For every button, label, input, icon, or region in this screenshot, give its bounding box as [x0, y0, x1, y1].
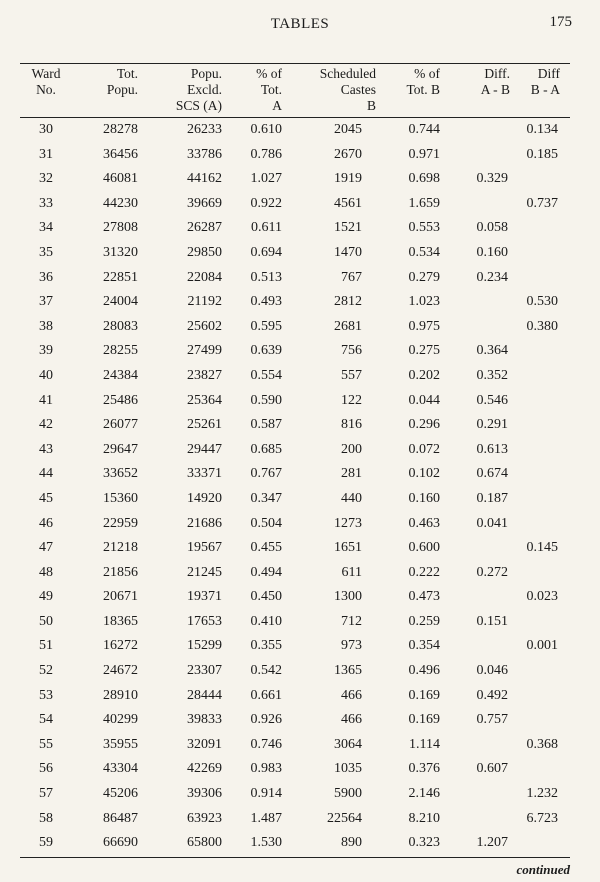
cell-percent-of-total-b: 0.169 [408, 687, 440, 703]
cell-scheduled-castes: 1300 [334, 589, 362, 605]
cell-percent-of-total-a: 0.590 [250, 392, 282, 408]
cell-diff-b-minus-a: 0.368 [526, 736, 558, 752]
cell-percent-of-total-a: 1.530 [250, 835, 282, 851]
col-header-total-population [72, 66, 138, 98]
cell-scheduled-castes: 816 [341, 417, 362, 433]
cell-diff-a-minus-b: 0.329 [476, 171, 508, 187]
cell-total-population: 33652 [103, 466, 138, 482]
cell-population-excluding-scs: 39306 [187, 786, 222, 802]
cell-total-population: 28910 [103, 687, 138, 703]
col-header-line: Popu. [190, 66, 222, 81]
cell-scheduled-castes: 2812 [334, 294, 362, 310]
cell-ward-no: 31 [39, 146, 53, 162]
table-row [0, 192, 600, 217]
table-row [0, 684, 600, 709]
col-header-line: No. [36, 82, 56, 97]
col-header-line: Tot. [116, 66, 138, 81]
cell-diff-b-minus-a: 0.737 [526, 195, 558, 211]
cell-ward-no: 43 [39, 441, 53, 457]
cell-total-population: 24004 [103, 294, 138, 310]
cell-total-population: 18365 [103, 613, 138, 629]
cell-percent-of-total-b: 0.102 [408, 466, 440, 482]
cell-total-population: 21218 [103, 540, 138, 556]
table-row [0, 413, 600, 438]
cell-population-excluding-scs: 22084 [187, 269, 222, 285]
cell-scheduled-castes: 22564 [327, 810, 362, 826]
col-header-line: Excld. [187, 82, 222, 97]
col-header-line: Diff [537, 66, 560, 81]
cell-diff-b-minus-a: 6.723 [526, 810, 558, 826]
cell-percent-of-total-a: 0.926 [250, 712, 282, 728]
col-header-scheduled-castes [296, 66, 376, 114]
cell-percent-of-total-b: 0.259 [408, 613, 440, 629]
cell-diff-a-minus-b: 0.160 [476, 244, 508, 260]
cell-total-population: 22851 [103, 269, 138, 285]
cell-percent-of-total-a: 0.595 [250, 318, 282, 334]
cell-scheduled-castes: 712 [341, 613, 362, 629]
cell-ward-no: 51 [39, 638, 53, 654]
cell-population-excluding-scs: 14920 [187, 490, 222, 506]
cell-percent-of-total-b: 0.975 [408, 318, 440, 334]
cell-diff-b-minus-a: 0.530 [526, 294, 558, 310]
cell-percent-of-total-a: 1.487 [250, 810, 282, 826]
cell-diff-a-minus-b: 0.757 [476, 712, 508, 728]
cell-percent-of-total-b: 0.463 [408, 515, 440, 531]
cell-ward-no: 46 [39, 515, 53, 531]
table-row [0, 487, 600, 512]
cell-percent-of-total-b: 0.072 [408, 441, 440, 457]
cell-percent-of-total-b: 0.222 [408, 564, 440, 580]
cell-population-excluding-scs: 33786 [187, 146, 222, 162]
cell-total-population: 29647 [103, 441, 138, 457]
table-row [0, 266, 600, 291]
col-header-percent-of-total-a [226, 66, 282, 114]
table-top-rule [20, 63, 570, 64]
cell-percent-of-total-b: 0.044 [408, 392, 440, 408]
cell-percent-of-total-a: 0.410 [250, 613, 282, 629]
cell-ward-no: 39 [39, 343, 53, 359]
cell-scheduled-castes: 2670 [334, 146, 362, 162]
cell-total-population: 20671 [103, 589, 138, 605]
cell-scheduled-castes: 1919 [334, 171, 362, 187]
col-header-population-excluding-scs [140, 66, 222, 114]
cell-percent-of-total-b: 0.169 [408, 712, 440, 728]
cell-diff-a-minus-b: 0.151 [476, 613, 508, 629]
cell-percent-of-total-a: 0.661 [250, 687, 282, 703]
cell-population-excluding-scs: 25364 [187, 392, 222, 408]
cell-ward-no: 38 [39, 318, 53, 334]
cell-percent-of-total-b: 8.210 [408, 810, 440, 826]
cell-scheduled-castes: 5900 [334, 786, 362, 802]
cell-population-excluding-scs: 29447 [187, 441, 222, 457]
col-header-line: % of [414, 66, 440, 81]
cell-total-population: 28255 [103, 343, 138, 359]
cell-percent-of-total-b: 0.160 [408, 490, 440, 506]
cell-ward-no: 35 [39, 244, 53, 260]
cell-scheduled-castes: 1035 [334, 761, 362, 777]
cell-percent-of-total-b: 0.553 [408, 220, 440, 236]
col-header-line: Ward [31, 66, 61, 81]
cell-diff-b-minus-a: 0.145 [526, 540, 558, 556]
cell-diff-a-minus-b: 0.364 [476, 343, 508, 359]
cell-population-excluding-scs: 29850 [187, 244, 222, 260]
col-header-percent-of-total-b [390, 66, 440, 98]
table-row [0, 364, 600, 389]
table-row [0, 757, 600, 782]
col-header-line: B - A [530, 82, 560, 97]
cell-scheduled-castes: 281 [341, 466, 362, 482]
cell-total-population: 44230 [103, 195, 138, 211]
cell-percent-of-total-a: 0.639 [250, 343, 282, 359]
cell-percent-of-total-b: 0.279 [408, 269, 440, 285]
cell-scheduled-castes: 1470 [334, 244, 362, 260]
cell-total-population: 46081 [103, 171, 138, 187]
cell-diff-a-minus-b: 1.207 [476, 835, 508, 851]
cell-ward-no: 52 [39, 663, 53, 679]
cell-ward-no: 57 [39, 786, 53, 802]
cell-diff-b-minus-a: 0.001 [526, 638, 558, 654]
cell-diff-a-minus-b: 0.058 [476, 220, 508, 236]
cell-percent-of-total-a: 0.922 [250, 195, 282, 211]
cell-scheduled-castes: 1273 [334, 515, 362, 531]
cell-total-population: 24672 [103, 663, 138, 679]
cell-population-excluding-scs: 39669 [187, 195, 222, 211]
cell-ward-no: 55 [39, 736, 53, 752]
cell-ward-no: 36 [39, 269, 53, 285]
cell-percent-of-total-a: 0.746 [250, 736, 282, 752]
cell-population-excluding-scs: 21686 [187, 515, 222, 531]
table-row [0, 315, 600, 340]
cell-population-excluding-scs: 39833 [187, 712, 222, 728]
cell-ward-no: 45 [39, 490, 53, 506]
cell-scheduled-castes: 2681 [334, 318, 362, 334]
cell-percent-of-total-b: 1.659 [408, 195, 440, 211]
cell-diff-a-minus-b: 0.046 [476, 663, 508, 679]
cell-ward-no: 58 [39, 810, 53, 826]
cell-total-population: 36456 [103, 146, 138, 162]
cell-percent-of-total-b: 0.534 [408, 244, 440, 260]
cell-ward-no: 50 [39, 613, 53, 629]
cell-total-population: 16272 [103, 638, 138, 654]
col-header-line: Tot. B [406, 82, 440, 97]
cell-percent-of-total-a: 1.027 [250, 171, 282, 187]
cell-ward-no: 41 [39, 392, 53, 408]
cell-percent-of-total-a: 0.685 [250, 441, 282, 457]
table-row [0, 512, 600, 537]
cell-scheduled-castes: 466 [341, 712, 362, 728]
cell-percent-of-total-a: 0.542 [250, 663, 282, 679]
table-row [0, 659, 600, 684]
cell-scheduled-castes: 890 [341, 835, 362, 851]
cell-percent-of-total-a: 0.587 [250, 417, 282, 433]
cell-ward-no: 42 [39, 417, 53, 433]
table-row [0, 807, 600, 832]
cell-diff-a-minus-b: 0.187 [476, 490, 508, 506]
cell-scheduled-castes: 122 [341, 392, 362, 408]
cell-percent-of-total-b: 2.146 [408, 786, 440, 802]
cell-diff-a-minus-b: 0.234 [476, 269, 508, 285]
cell-population-excluding-scs: 21245 [187, 564, 222, 580]
cell-population-excluding-scs: 33371 [187, 466, 222, 482]
cell-ward-no: 53 [39, 687, 53, 703]
cell-ward-no: 56 [39, 761, 53, 777]
cell-ward-no: 32 [39, 171, 53, 187]
cell-ward-no: 54 [39, 712, 53, 728]
cell-percent-of-total-b: 0.275 [408, 343, 440, 359]
page-header-title: TABLES [270, 16, 330, 32]
cell-diff-a-minus-b: 0.607 [476, 761, 508, 777]
cell-population-excluding-scs: 25602 [187, 318, 222, 334]
col-header-line: B [366, 98, 376, 113]
cell-total-population: 28083 [103, 318, 138, 334]
cell-ward-no: 33 [39, 195, 53, 211]
cell-diff-b-minus-a: 0.134 [526, 122, 558, 137]
page-number: 175 [549, 14, 572, 30]
cell-percent-of-total-b: 0.698 [408, 171, 440, 187]
cell-population-excluding-scs: 19567 [187, 540, 222, 556]
cell-percent-of-total-a: 0.355 [250, 638, 282, 654]
cell-percent-of-total-a: 0.983 [250, 761, 282, 777]
cell-population-excluding-scs: 15299 [187, 638, 222, 654]
cell-diff-b-minus-a: 0.023 [526, 589, 558, 605]
table-row [0, 634, 600, 659]
cell-total-population: 31320 [103, 244, 138, 260]
cell-population-excluding-scs: 26287 [187, 220, 222, 236]
table-row [0, 782, 600, 807]
cell-population-excluding-scs: 26233 [187, 122, 222, 137]
cell-population-excluding-scs: 23307 [187, 663, 222, 679]
cell-diff-b-minus-a: 1.232 [526, 786, 558, 802]
col-header-line: Popu. [106, 82, 138, 97]
cell-total-population: 27808 [103, 220, 138, 236]
cell-scheduled-castes: 973 [341, 638, 362, 654]
table-row [0, 241, 600, 266]
cell-percent-of-total-a: 0.450 [250, 589, 282, 605]
table-row [0, 561, 600, 586]
cell-scheduled-castes: 557 [341, 367, 362, 383]
cell-percent-of-total-b: 0.296 [408, 417, 440, 433]
cell-scheduled-castes: 440 [341, 490, 362, 506]
cell-total-population: 43304 [103, 761, 138, 777]
col-header-line: Scheduled [319, 66, 376, 81]
cell-percent-of-total-a: 0.767 [250, 466, 282, 482]
cell-ward-no: 34 [39, 220, 53, 236]
cell-diff-b-minus-a: 0.185 [526, 146, 558, 162]
cell-percent-of-total-b: 0.744 [408, 122, 440, 137]
table-row [0, 290, 600, 315]
cell-percent-of-total-b: 0.473 [408, 589, 440, 605]
cell-total-population: 28278 [103, 122, 138, 137]
cell-total-population: 40299 [103, 712, 138, 728]
cell-population-excluding-scs: 21192 [187, 294, 222, 310]
col-header-diff-a-minus-b [466, 66, 510, 98]
cell-percent-of-total-b: 0.202 [408, 367, 440, 383]
table-row [0, 462, 600, 487]
table-row [0, 216, 600, 241]
cell-total-population: 45206 [103, 786, 138, 802]
table-row [0, 585, 600, 610]
cell-percent-of-total-b: 1.114 [409, 736, 440, 752]
cell-percent-of-total-b: 0.323 [408, 835, 440, 851]
cell-scheduled-castes: 200 [341, 441, 362, 457]
table-bottom-rule [20, 857, 570, 858]
col-header-line: A [272, 98, 282, 113]
cell-scheduled-castes: 767 [341, 269, 362, 285]
cell-percent-of-total-a: 0.455 [250, 540, 282, 556]
cell-percent-of-total-a: 0.611 [251, 220, 282, 236]
cell-total-population: 26077 [103, 417, 138, 433]
cell-diff-a-minus-b: 0.546 [476, 392, 508, 408]
table-row [0, 733, 600, 758]
cell-ward-no: 40 [39, 367, 53, 383]
table-body [0, 118, 600, 856]
table-row [0, 389, 600, 414]
table-row [0, 118, 600, 143]
cell-diff-a-minus-b: 0.352 [476, 367, 508, 383]
cell-percent-of-total-a: 0.504 [250, 515, 282, 531]
cell-population-excluding-scs: 65800 [187, 835, 222, 851]
cell-population-excluding-scs: 23827 [187, 367, 222, 383]
cell-percent-of-total-a: 0.694 [250, 244, 282, 260]
cell-total-population: 86487 [103, 810, 138, 826]
table-row [0, 167, 600, 192]
cell-scheduled-castes: 4561 [334, 195, 362, 211]
cell-total-population: 22959 [103, 515, 138, 531]
cell-percent-of-total-b: 0.354 [408, 638, 440, 654]
cell-diff-a-minus-b: 0.492 [476, 687, 508, 703]
cell-population-excluding-scs: 42269 [187, 761, 222, 777]
table-row [0, 143, 600, 168]
cell-diff-a-minus-b: 0.674 [476, 466, 508, 482]
cell-percent-of-total-a: 0.513 [250, 269, 282, 285]
table-row [0, 610, 600, 635]
cell-population-excluding-scs: 17653 [187, 613, 222, 629]
cell-diff-a-minus-b: 0.272 [476, 564, 508, 580]
cell-scheduled-castes: 2045 [334, 122, 362, 137]
cell-population-excluding-scs: 44162 [187, 171, 222, 187]
cell-scheduled-castes: 1365 [334, 663, 362, 679]
cell-ward-no: 59 [39, 835, 53, 851]
table-row [0, 438, 600, 463]
cell-percent-of-total-a: 0.554 [250, 367, 282, 383]
cell-ward-no: 47 [39, 540, 53, 556]
cell-population-excluding-scs: 63923 [187, 810, 222, 826]
col-header-line: A - B [480, 82, 510, 97]
col-header-line: Diff. [484, 66, 510, 81]
cell-percent-of-total-a: 0.786 [250, 146, 282, 162]
cell-total-population: 24384 [103, 367, 138, 383]
col-header-line: % of [256, 66, 282, 81]
cell-diff-a-minus-b: 0.291 [476, 417, 508, 433]
cell-scheduled-castes: 1521 [334, 220, 362, 236]
col-header-line: SCS (A) [175, 98, 222, 113]
cell-scheduled-castes: 756 [341, 343, 362, 359]
continued-note: continued [516, 862, 570, 877]
table-row [0, 708, 600, 733]
cell-percent-of-total-a: 0.610 [250, 122, 282, 137]
cell-ward-no: 49 [39, 589, 53, 605]
cell-scheduled-castes: 611 [341, 564, 362, 580]
col-header-line: Castes [340, 82, 376, 97]
table-row [0, 831, 600, 856]
cell-scheduled-castes: 1651 [334, 540, 362, 556]
cell-percent-of-total-a: 0.914 [250, 786, 282, 802]
cell-percent-of-total-a: 0.347 [250, 490, 282, 506]
cell-diff-a-minus-b: 0.613 [476, 441, 508, 457]
cell-population-excluding-scs: 32091 [187, 736, 222, 752]
cell-scheduled-castes: 3064 [334, 736, 362, 752]
cell-ward-no: 30 [39, 122, 53, 137]
cell-percent-of-total-b: 0.600 [408, 540, 440, 556]
cell-total-population: 25486 [103, 392, 138, 408]
cell-diff-b-minus-a: 0.380 [526, 318, 558, 334]
cell-population-excluding-scs: 27499 [187, 343, 222, 359]
cell-ward-no: 37 [39, 294, 53, 310]
cell-scheduled-castes: 466 [341, 687, 362, 703]
cell-percent-of-total-a: 0.493 [250, 294, 282, 310]
cell-total-population: 35955 [103, 736, 138, 752]
table-row [0, 339, 600, 364]
cell-percent-of-total-b: 0.496 [408, 663, 440, 679]
col-header-line: Tot. [260, 82, 282, 97]
cell-total-population: 66690 [103, 835, 138, 851]
cell-percent-of-total-b: 0.971 [408, 146, 440, 162]
cell-population-excluding-scs: 25261 [187, 417, 222, 433]
col-header-diff-b-minus-a [518, 66, 560, 98]
col-header-ward [22, 66, 70, 98]
cell-percent-of-total-b: 1.023 [408, 294, 440, 310]
cell-population-excluding-scs: 19371 [187, 589, 222, 605]
cell-total-population: 15360 [103, 490, 138, 506]
cell-diff-a-minus-b: 0.041 [476, 515, 508, 531]
cell-percent-of-total-a: 0.494 [250, 564, 282, 580]
cell-percent-of-total-b: 0.376 [408, 761, 440, 777]
cell-population-excluding-scs: 28444 [187, 687, 222, 703]
cell-ward-no: 44 [39, 466, 53, 482]
table-row [0, 536, 600, 561]
cell-total-population: 21856 [103, 564, 138, 580]
cell-ward-no: 48 [39, 564, 53, 580]
